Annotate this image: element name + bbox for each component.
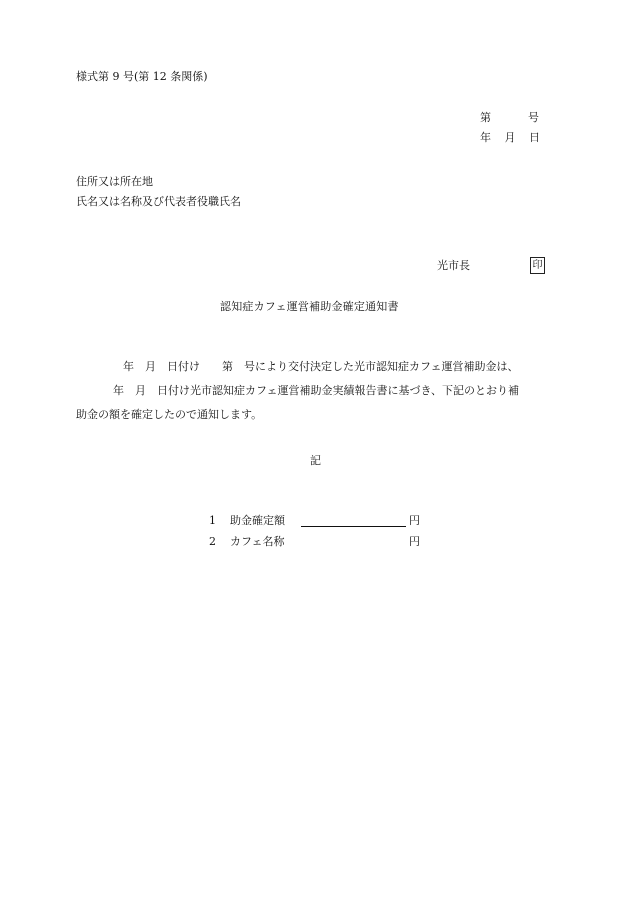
seal-mark: 印 <box>530 257 545 274</box>
body-text-line: 年 月 日付け光市認知症カフェ運営補助金実績報告書に基づき、下記のとおり補 <box>113 384 520 397</box>
item-label-amount: 助金確定額 <box>230 514 285 527</box>
item-label-cafe-name: カフェ名称 <box>230 535 285 548</box>
item-number: 2 <box>209 535 216 548</box>
form-number: 様式第 9 号(第 12 条関係) <box>76 70 208 83</box>
body-text-line: 助金の額を確定したので通知します。 <box>76 408 263 421</box>
item-unit: 円 <box>409 514 420 527</box>
item-number: 1 <box>209 514 216 527</box>
item-unit: 円 <box>409 535 420 548</box>
amount-blank-line <box>301 514 406 527</box>
ki-heading: 記 <box>310 454 321 467</box>
document-number-suffix: 号 <box>528 111 539 124</box>
document-title: 認知症カフェ運営補助金確定通知書 <box>220 300 399 313</box>
recipient-address-label: 住所又は所在地 <box>76 175 153 188</box>
issue-date: 年 月 日 <box>480 131 540 144</box>
recipient-name-label: 氏名又は名称及び代表者役職氏名 <box>76 195 241 208</box>
sender-title: 光市長 <box>437 259 470 272</box>
body-text-line: 年 月 日付け 第 号により交付決定した光市認知症カフェ運営補助金は、 <box>123 360 519 373</box>
document-number-label: 第 <box>480 111 491 124</box>
